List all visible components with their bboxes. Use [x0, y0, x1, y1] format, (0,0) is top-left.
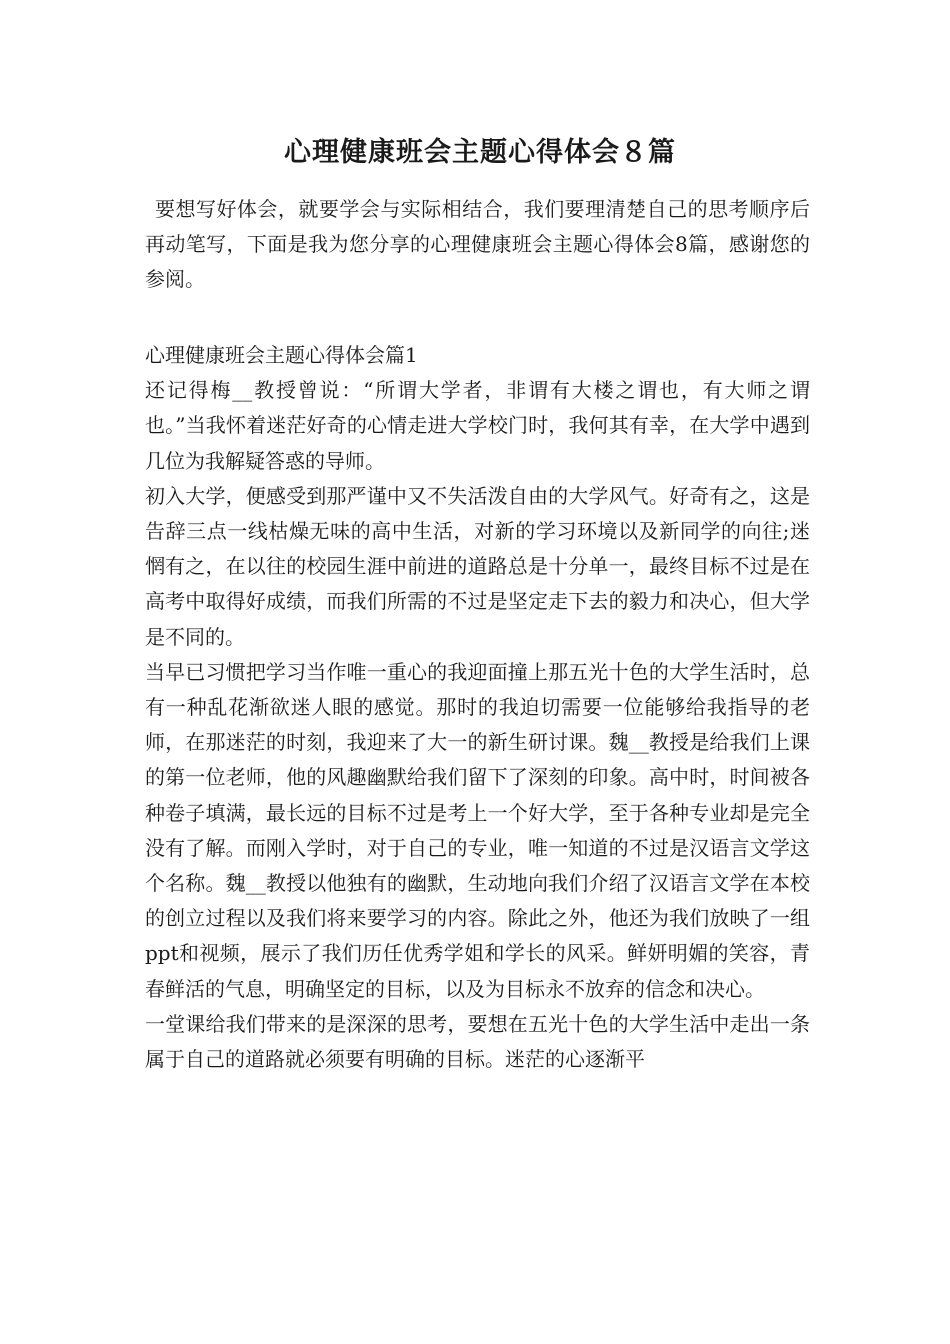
section-content	[145, 338, 810, 1077]
body-paragraph: 当早已习惯把学习当作唯一重心的我迎面撞上那五光十色的大学生活时，总有一种乱花渐欲迷人眼的感觉。那时的我迫切需要一位能够给我指导的老师，在那迷茫的时刻，我迎来了大一的新生研讨课。魏__教授是给我们上课的第一位老师，他的风趣幽默给我们留下了深刻的印象。高中时，时间被各种卷子填满，最长远的目标不过是考上一个好大学，至于各种专业却是完全没有了解。而刚入学时，对于自己的专业，唯一知道的不过是汉语言文学这个名称。魏__教授以他独有的幽默，生动地向我们介绍了汉语言文学在本校的创立过程以及我们将来要学习的内容。除此之外，他还为我们放映了一组ppt和视频，展示了我们历任优秀学姐和学长的风采。鲜妍明媚的笑容，青春鲜活的气息，明确坚定的目标，以及为目标永不放弃的信念和决心。	[145, 659, 810, 1001]
intro-paragraph: 要想写好体会，就要学会与实际相结合，我们要理清楚自己的思考顺序后再动笔写，下面是我为您分享的心理健康班会主题心得体会8篇，感谢您的参阅。	[145, 197, 810, 292]
body-paragraph: 一堂课给我们带来的是深深的思考，要想在五光十色的大学生活中走出一条属于自己的道路就必须要有明确的目标。迷茫的心逐渐平	[145, 1011, 810, 1072]
section-heading: 心理健康班会主题心得体会篇1	[145, 343, 418, 367]
body-paragraph: 初入大学，便感受到那严谨中又不失活泼自由的大学风气。好奇有之，这是告辞三点一线枯燥无味的高中生活，对新的学习环境以及新同学的向往;迷惘有之，在以往的校园生涯中前进的道路总是十分单一，最终目标不过是在高考中取得好成绩，而我们所需的不过是坚定走下去的毅力和决心，但大学是不同的。	[145, 483, 810, 649]
document-title: 心理健康班会主题心得体会８篇	[284, 137, 676, 168]
body-paragraph: 还记得梅__教授曾说：“所谓大学者，非谓有大楼之谓也，有大师之谓也。”当我怀着迷茫好奇的心情走进大学校门时，我何其有幸，在大学中遇到几位为我解疑答惑的导师。	[145, 378, 810, 473]
